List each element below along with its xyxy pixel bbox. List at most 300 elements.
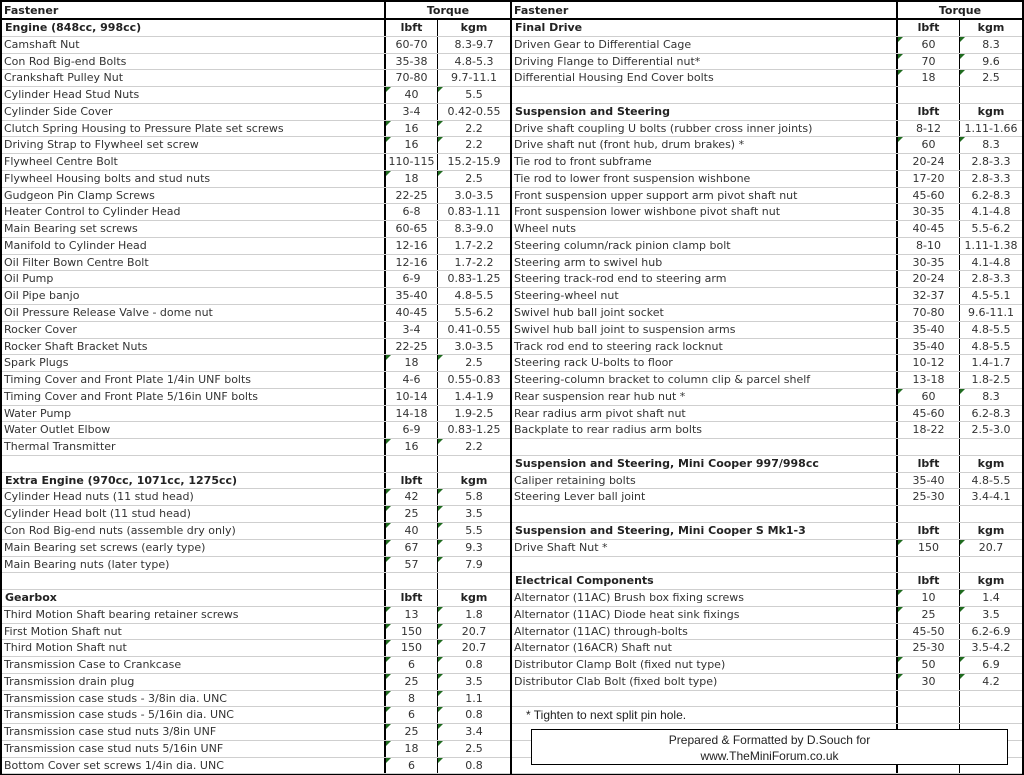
lbft-cell: 60 bbox=[898, 137, 960, 153]
lbft-cell: 14-18 bbox=[386, 406, 438, 422]
table-row bbox=[512, 305, 1022, 322]
lbft-cell bbox=[898, 87, 960, 103]
lbft-cell: 12-16 bbox=[386, 238, 438, 254]
kgm-cell: 5.5-6.2 bbox=[971, 222, 1011, 236]
table-row bbox=[2, 339, 510, 356]
table-row bbox=[512, 372, 1022, 389]
lbft-cell: 40-45 bbox=[386, 305, 438, 321]
kgm-cell: 4.8-5.5 bbox=[454, 289, 494, 303]
kgm-cell: kgm bbox=[977, 456, 1005, 470]
fastener-name: Steering Lever ball joint bbox=[512, 489, 898, 505]
table-row bbox=[2, 70, 510, 87]
table-row bbox=[2, 305, 510, 322]
fastener-name bbox=[512, 506, 898, 522]
fastener-name bbox=[512, 87, 898, 103]
section-header-row bbox=[512, 523, 1022, 540]
table-row bbox=[512, 355, 1022, 372]
fastener-name: Transmission drain plug bbox=[2, 674, 386, 690]
kgm-cell: 6.2-8.3 bbox=[971, 406, 1011, 420]
lbft-cell: 6-8 bbox=[386, 204, 438, 220]
table-row bbox=[512, 540, 1022, 557]
right-torque-table bbox=[510, 0, 1024, 775]
table-row bbox=[512, 154, 1022, 171]
lbft-cell: 60-70 bbox=[386, 37, 438, 53]
fastener-name: Oil Pump bbox=[2, 271, 386, 287]
kgm-cell: 8.3 bbox=[960, 389, 1022, 405]
lbft-cell: 70-80 bbox=[898, 305, 960, 321]
lbft-cell: 60-65 bbox=[386, 221, 438, 237]
table-row bbox=[2, 540, 510, 557]
kgm-cell bbox=[960, 87, 1022, 103]
credits-line: Prepared & Formatted by D.Souch for bbox=[668, 733, 871, 747]
fastener-name: Timing Cover and Front Plate 1/4in UNF bolts bbox=[2, 372, 386, 388]
credits-box bbox=[531, 729, 1008, 765]
table-row bbox=[2, 557, 510, 574]
kgm-cell: 3.5-4.2 bbox=[971, 641, 1011, 655]
lbft-cell: 18 bbox=[898, 70, 960, 86]
table-row bbox=[2, 271, 510, 288]
blank-row bbox=[2, 573, 510, 590]
lbft-cell: 45-60 bbox=[898, 406, 960, 422]
lbft-cell: 30 bbox=[898, 674, 960, 690]
kgm-cell: 9.3 bbox=[438, 540, 510, 556]
table-row bbox=[2, 121, 510, 138]
table-row bbox=[2, 640, 510, 657]
lbft-cell: 18 bbox=[386, 741, 438, 757]
fastener-name: Main Bearing set screws (early type) bbox=[2, 540, 386, 556]
kgm-cell: 9.7-11.1 bbox=[451, 71, 497, 85]
lbft-cell: 42 bbox=[386, 489, 438, 505]
kgm-cell bbox=[960, 691, 1022, 707]
kgm-cell: 2.5 bbox=[438, 355, 510, 371]
table-row bbox=[2, 238, 510, 255]
fastener-name: Camshaft Nut bbox=[2, 37, 386, 53]
lbft-cell bbox=[898, 691, 960, 707]
kgm-cell: 3.0-3.5 bbox=[454, 339, 494, 353]
lbft-cell: 10-12 bbox=[898, 355, 960, 371]
section-title: Gearbox bbox=[2, 590, 386, 606]
table-row bbox=[512, 406, 1022, 423]
table-row bbox=[2, 137, 510, 154]
section-header-row bbox=[512, 104, 1022, 121]
kgm-cell: 2.8-3.3 bbox=[971, 171, 1011, 185]
right-table-body bbox=[512, 20, 1022, 774]
lbft-cell: 57 bbox=[386, 557, 438, 573]
lbft-cell bbox=[386, 456, 438, 472]
kgm-cell: 0.42-0.55 bbox=[447, 104, 501, 118]
fastener-name: Cylinder Side Cover bbox=[2, 104, 386, 120]
lbft-cell: 35-38 bbox=[386, 54, 438, 70]
lbft-cell: 6-9 bbox=[386, 271, 438, 287]
blank-row bbox=[512, 557, 1022, 574]
fastener-name: Con Rod Big-end nuts (assemble dry only) bbox=[2, 523, 386, 539]
fastener-name: Swivel hub ball joint socket bbox=[512, 305, 898, 321]
kgm-cell: 0.83-1.25 bbox=[447, 423, 501, 437]
table-row bbox=[2, 221, 510, 238]
kgm-cell: 1.1 bbox=[438, 691, 510, 707]
fastener-name: Alternator (11AC) through-bolts bbox=[512, 624, 898, 640]
kgm-cell: 1.8 bbox=[438, 607, 510, 623]
fastener-name: Steering-wheel nut bbox=[512, 288, 898, 304]
table-row bbox=[512, 54, 1022, 71]
lbft-cell: 25 bbox=[898, 607, 960, 623]
table-row bbox=[512, 674, 1022, 691]
footnote: * Tighten to next split pin hole. bbox=[512, 707, 898, 723]
lbft-cell: 30-35 bbox=[898, 255, 960, 271]
fastener-name: Wheel nuts bbox=[512, 221, 898, 237]
lbft-cell bbox=[898, 707, 960, 723]
lbft-cell: 40-45 bbox=[898, 221, 960, 237]
kgm-cell: 6.9 bbox=[960, 657, 1022, 673]
lbft-cell bbox=[386, 573, 438, 589]
fastener-name: Tie rod to lower front suspension wishbone bbox=[512, 171, 898, 187]
kgm-cell: 5.5 bbox=[438, 523, 510, 539]
fastener-name: Water Pump bbox=[2, 406, 386, 422]
table-row bbox=[2, 355, 510, 372]
fastener-name bbox=[512, 439, 898, 455]
kgm-cell: 4.2 bbox=[960, 674, 1022, 690]
section-title: Electrical Components bbox=[512, 573, 898, 589]
kgm-cell: 0.8 bbox=[438, 657, 510, 673]
kgm-cell: kgm bbox=[977, 21, 1005, 34]
table-row bbox=[512, 221, 1022, 238]
left-table-body bbox=[2, 20, 510, 774]
kgm-cell: 8.3 bbox=[960, 37, 1022, 53]
lbft-cell: 18 bbox=[386, 171, 438, 187]
fastener-name: Differential Housing End Cover bolts bbox=[512, 70, 898, 86]
kgm-cell: 2.5 bbox=[438, 171, 510, 187]
kgm-cell: 15.2-15.9 bbox=[447, 155, 501, 169]
kgm-cell bbox=[438, 456, 510, 472]
fastener-name: Rear radius arm pivot shaft nut bbox=[512, 406, 898, 422]
table-row bbox=[2, 674, 510, 691]
fastener-name: Manifold to Cylinder Head bbox=[2, 238, 386, 254]
table-row bbox=[2, 37, 510, 54]
kgm-cell: 3.5 bbox=[438, 506, 510, 522]
torque-header: Torque bbox=[938, 4, 982, 17]
lbft-cell: 3-4 bbox=[386, 322, 438, 338]
lbft-cell: 17-20 bbox=[898, 171, 960, 187]
fastener-name: Transmission case stud nuts 3/8in UNF bbox=[2, 724, 386, 740]
blank-row bbox=[512, 87, 1022, 104]
lbft-cell: 45-60 bbox=[898, 188, 960, 204]
table-row bbox=[512, 121, 1022, 138]
lbft-cell: 12-16 bbox=[386, 255, 438, 271]
fastener-name: Steering arm to swivel hub bbox=[512, 255, 898, 271]
table-row bbox=[2, 489, 510, 506]
fastener-name: Distributor Clab Bolt (fixed bolt type) bbox=[512, 674, 898, 690]
lbft-cell: 6 bbox=[386, 707, 438, 723]
table-row bbox=[2, 439, 510, 456]
kgm-cell: 20.7 bbox=[438, 640, 510, 656]
fastener-name: Main Bearing nuts (later type) bbox=[2, 557, 386, 573]
kgm-cell: 20.7 bbox=[438, 624, 510, 640]
kgm-cell: 8.3 bbox=[960, 137, 1022, 153]
lbft-cell: 22-25 bbox=[386, 339, 438, 355]
table-row bbox=[512, 640, 1022, 657]
table-row bbox=[512, 37, 1022, 54]
table-row bbox=[512, 204, 1022, 221]
fastener-name: Track rod end to steering rack locknut bbox=[512, 339, 898, 355]
lbft-cell: 30-35 bbox=[898, 204, 960, 220]
table-header bbox=[2, 2, 510, 20]
kgm-cell: 3.0-3.5 bbox=[454, 188, 494, 202]
kgm-cell: 2.8-3.3 bbox=[971, 272, 1011, 286]
table-row bbox=[2, 707, 510, 724]
lbft-cell: 60 bbox=[898, 389, 960, 405]
table-row bbox=[2, 724, 510, 741]
table-row bbox=[2, 322, 510, 339]
lbft-cell: lbft bbox=[386, 473, 438, 489]
fastener-header: Fastener bbox=[512, 2, 898, 18]
kgm-cell: 3.4 bbox=[438, 724, 510, 740]
section-header-row bbox=[2, 20, 510, 37]
lbft-cell: 32-37 bbox=[898, 288, 960, 304]
lbft-cell: 8 bbox=[386, 691, 438, 707]
kgm-cell: 0.41-0.55 bbox=[447, 322, 501, 336]
fastener-name: Cylinder Head nuts (11 stud head) bbox=[2, 489, 386, 505]
table-row bbox=[512, 473, 1022, 490]
section-title: Final Drive bbox=[512, 20, 898, 36]
table-header bbox=[512, 2, 1022, 20]
fastener-name: Clutch Spring Housing to Pressure Plate set screws bbox=[2, 121, 386, 137]
kgm-cell: 4.1-4.8 bbox=[971, 255, 1011, 269]
kgm-cell: 4.8-5.5 bbox=[971, 339, 1011, 353]
kgm-cell: 0.8 bbox=[438, 758, 510, 774]
fastener-name: Spark Plugs bbox=[2, 355, 386, 371]
table-row bbox=[2, 691, 510, 708]
lbft-cell: 8-12 bbox=[898, 121, 960, 137]
lbft-cell: 40 bbox=[386, 523, 438, 539]
kgm-cell bbox=[438, 573, 510, 589]
lbft-cell: lbft bbox=[898, 456, 960, 472]
section-title: Suspension and Steering bbox=[512, 104, 898, 120]
lbft-cell: lbft bbox=[898, 104, 960, 120]
table-row bbox=[2, 406, 510, 423]
lbft-cell: 16 bbox=[386, 121, 438, 137]
table-row bbox=[2, 758, 510, 775]
kgm-cell: 1.9-2.5 bbox=[454, 406, 494, 420]
section-title: Engine (848cc, 998cc) bbox=[2, 20, 386, 36]
fastener-name: Caliper retaining bolts bbox=[512, 473, 898, 489]
fastener-header: Fastener bbox=[2, 2, 386, 18]
fastener-name: Swivel hub ball joint to suspension arms bbox=[512, 322, 898, 338]
lbft-cell: 35-40 bbox=[386, 288, 438, 304]
kgm-cell: 4.8-5.5 bbox=[971, 473, 1011, 487]
table-row bbox=[512, 271, 1022, 288]
lbft-cell: 25-30 bbox=[898, 640, 960, 656]
section-header-row bbox=[512, 456, 1022, 473]
kgm-cell: 3.4-4.1 bbox=[971, 490, 1011, 504]
lbft-cell: 18-22 bbox=[898, 422, 960, 438]
fastener-name: Flywheel Housing bolts and stud nuts bbox=[2, 171, 386, 187]
fastener-name: Oil Pressure Release Valve - dome nut bbox=[2, 305, 386, 321]
lbft-cell: lbft bbox=[898, 523, 960, 539]
lbft-cell: 20-24 bbox=[898, 271, 960, 287]
kgm-cell bbox=[960, 707, 1022, 723]
lbft-cell: 25 bbox=[386, 674, 438, 690]
lbft-cell: 150 bbox=[386, 624, 438, 640]
kgm-cell: 4.1-4.8 bbox=[971, 205, 1011, 219]
lbft-cell: 4-6 bbox=[386, 372, 438, 388]
lbft-cell: 150 bbox=[898, 540, 960, 556]
fastener-name: Cylinder Head bolt (11 stud head) bbox=[2, 506, 386, 522]
fastener-name: Third Motion Shaft nut bbox=[2, 640, 386, 656]
lbft-cell: 50 bbox=[898, 657, 960, 673]
fastener-name: Backplate to rear radius arm bolts bbox=[512, 422, 898, 438]
kgm-cell: 7.9 bbox=[438, 557, 510, 573]
table-row bbox=[512, 255, 1022, 272]
table-row bbox=[512, 590, 1022, 607]
kgm-cell: 3.5 bbox=[960, 607, 1022, 623]
lbft-cell: 25-30 bbox=[898, 489, 960, 505]
kgm-cell: 1.4-1.7 bbox=[971, 356, 1011, 370]
kgm-cell: 4.8-5.5 bbox=[971, 322, 1011, 336]
section-title: Suspension and Steering, Mini Cooper 997/998cc bbox=[512, 456, 898, 472]
lbft-cell: 45-50 bbox=[898, 624, 960, 640]
lbft-cell: 13 bbox=[386, 607, 438, 623]
kgm-cell: 5.5-6.2 bbox=[454, 306, 494, 320]
fastener-name bbox=[512, 557, 898, 573]
fastener-name: Transmission case studs - 5/16in dia. UNC bbox=[2, 707, 386, 723]
lbft-cell: 60 bbox=[898, 37, 960, 53]
lbft-cell: 16 bbox=[386, 439, 438, 455]
fastener-name: Cylinder Head Stud Nuts bbox=[2, 87, 386, 103]
fastener-name: Alternator (11AC) Brush box fixing screws bbox=[512, 590, 898, 606]
kgm-cell: 5.8 bbox=[438, 489, 510, 505]
blank-row bbox=[512, 691, 1022, 708]
table-row bbox=[512, 624, 1022, 641]
fastener-name: Oil Pipe banjo bbox=[2, 288, 386, 304]
lbft-cell: 35-40 bbox=[898, 339, 960, 355]
table-row bbox=[2, 188, 510, 205]
table-row bbox=[2, 255, 510, 272]
blank-row bbox=[2, 456, 510, 473]
kgm-cell: 1.11-1.66 bbox=[964, 121, 1018, 135]
fastener-name: Bottom Cover set screws 1/4in dia. UNC bbox=[2, 758, 386, 774]
lbft-cell: 6 bbox=[386, 657, 438, 673]
kgm-cell: 2.2 bbox=[438, 137, 510, 153]
section-header-row bbox=[512, 573, 1022, 590]
lbft-cell: 8-10 bbox=[898, 238, 960, 254]
kgm-cell: 4.5-5.1 bbox=[971, 289, 1011, 303]
kgm-cell: 6.2-8.3 bbox=[971, 188, 1011, 202]
fastener-name: Steering column/rack pinion clamp bolt bbox=[512, 238, 898, 254]
table-row bbox=[512, 188, 1022, 205]
kgm-cell: kgm bbox=[977, 574, 1005, 588]
blank-row bbox=[512, 439, 1022, 456]
lbft-cell: 13-18 bbox=[898, 372, 960, 388]
fastener-name: Oil Filter Bown Centre Bolt bbox=[2, 255, 386, 271]
kgm-cell: 6.2-6.9 bbox=[971, 624, 1011, 638]
table-row bbox=[512, 137, 1022, 154]
fastener-name: Drive shaft nut (front hub, drum brakes) * bbox=[512, 137, 898, 153]
table-row bbox=[512, 389, 1022, 406]
fastener-name: Driven Gear to Differential Cage bbox=[512, 37, 898, 53]
kgm-cell: 9.6-11.1 bbox=[968, 306, 1014, 320]
kgm-cell: 2.2 bbox=[438, 439, 510, 455]
lbft-cell: 25 bbox=[386, 724, 438, 740]
fastener-name: Tie rod to front subframe bbox=[512, 154, 898, 170]
lbft-cell: 70 bbox=[898, 54, 960, 70]
kgm-cell: 1.7-2.2 bbox=[454, 238, 494, 252]
table-row bbox=[2, 87, 510, 104]
fastener-name: Main Bearing set screws bbox=[2, 221, 386, 237]
table-row bbox=[2, 506, 510, 523]
fastener-name: Heater Control to Cylinder Head bbox=[2, 204, 386, 220]
table-row bbox=[2, 54, 510, 71]
fastener-name: Rear suspension rear hub nut * bbox=[512, 389, 898, 405]
table-row bbox=[512, 339, 1022, 356]
fastener-name: Transmission Case to Crankcase bbox=[2, 657, 386, 673]
kgm-cell: 0.83-1.11 bbox=[447, 205, 501, 219]
lbft-cell: 25 bbox=[386, 506, 438, 522]
lbft-cell: 110-115 bbox=[386, 154, 438, 170]
table-row bbox=[2, 104, 510, 121]
lbft-cell: 10 bbox=[898, 590, 960, 606]
lbft-cell: 40 bbox=[386, 87, 438, 103]
table-row bbox=[2, 607, 510, 624]
kgm-cell: 1.11-1.38 bbox=[964, 238, 1018, 252]
kgm-cell: 1.7-2.2 bbox=[454, 255, 494, 269]
fastener-name bbox=[2, 456, 386, 472]
lbft-cell: 150 bbox=[386, 640, 438, 656]
kgm-cell: 2.2 bbox=[438, 121, 510, 137]
kgm-cell: 2.5 bbox=[960, 70, 1022, 86]
table-row bbox=[512, 322, 1022, 339]
table-row bbox=[512, 489, 1022, 506]
table-row bbox=[2, 624, 510, 641]
lbft-cell: lbft bbox=[386, 590, 438, 606]
section-title: Extra Engine (970cc, 1071cc, 1275cc) bbox=[2, 473, 386, 489]
fastener-name: Alternator (16ACR) Shaft nut bbox=[512, 640, 898, 656]
kgm-cell: 20.7 bbox=[960, 540, 1022, 556]
kgm-cell: 1.4 bbox=[960, 590, 1022, 606]
credits-website: www.TheMiniForum.co.uk bbox=[700, 749, 839, 763]
kgm-cell: 4.8-5.3 bbox=[454, 54, 494, 68]
table-row bbox=[2, 288, 510, 305]
fastener-name: Con Rod Big-end Bolts bbox=[2, 54, 386, 70]
kgm-cell: 1.8-2.5 bbox=[971, 373, 1011, 387]
lbft-cell bbox=[898, 506, 960, 522]
fastener-name bbox=[512, 691, 898, 707]
fastener-name bbox=[2, 573, 386, 589]
lbft-cell bbox=[898, 439, 960, 455]
table-row bbox=[2, 154, 510, 171]
footnote-row bbox=[512, 707, 1022, 724]
kgm-cell bbox=[960, 439, 1022, 455]
kgm-cell bbox=[960, 506, 1022, 522]
kgm-cell: 2.5-3.0 bbox=[971, 423, 1011, 437]
fastener-name: Gudgeon Pin Clamp Screws bbox=[2, 188, 386, 204]
fastener-name: Distributor Clamp Bolt (fixed nut type) bbox=[512, 657, 898, 673]
lbft-cell: 18 bbox=[386, 355, 438, 371]
fastener-name: Steering-column bracket to column clip & parcel shelf bbox=[512, 372, 898, 388]
fastener-name: Rocker Shaft Bracket Nuts bbox=[2, 339, 386, 355]
kgm-cell: 3.5 bbox=[438, 674, 510, 690]
table-row bbox=[512, 70, 1022, 87]
fastener-name: Transmission case stud nuts 5/16in UNF bbox=[2, 741, 386, 757]
fastener-name: Drive shaft coupling U bolts (rubber cross inner joints) bbox=[512, 121, 898, 137]
kgm-cell: 2.5 bbox=[438, 741, 510, 757]
fastener-name: Third Motion Shaft bearing retainer screws bbox=[2, 607, 386, 623]
lbft-cell: 6-9 bbox=[386, 422, 438, 438]
lbft-cell: 3-4 bbox=[386, 104, 438, 120]
kgm-cell: kgm bbox=[977, 523, 1005, 537]
lbft-cell: 70-80 bbox=[386, 70, 438, 86]
fastener-name: Steering rack U-bolts to floor bbox=[512, 355, 898, 371]
fastener-name: Rocker Cover bbox=[2, 322, 386, 338]
